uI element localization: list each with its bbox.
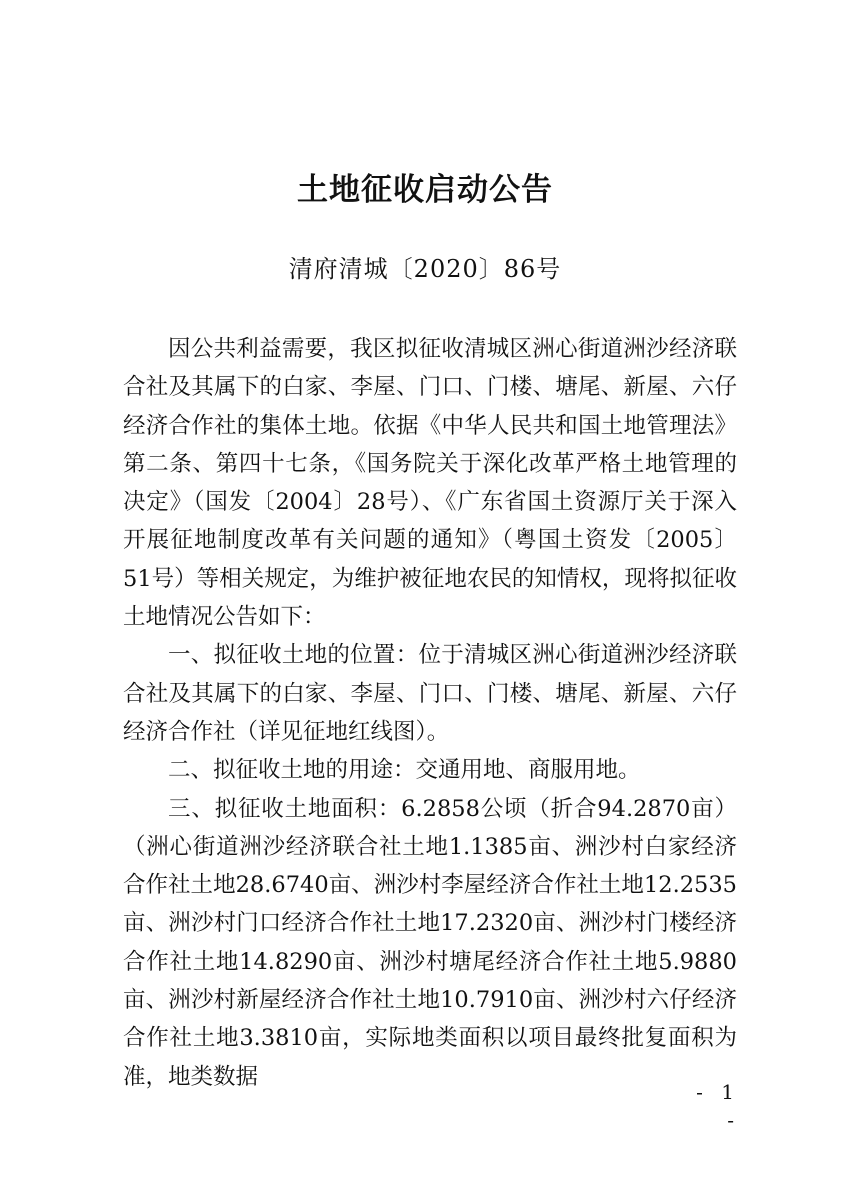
paragraph-area: 三、拟征收土地面积：6.2858公顷（折合94.2870亩）（洲心街道洲沙经济联合社土地1.1385亩、洲沙村白家经济合作社土地28.6740亩、洲沙村李屋经济合作社土地12.2535亩、洲沙村门口经济合作社土地17.2320亩、洲沙村门楼经济合作社土地14.8290亩、洲沙村塘尾经济合作社土地5.9880亩、洲沙村新屋经济合作社土地10.7910亩、洲沙村六仔经济合作社土地3.3810亩，实际地类面积以项目最终批复面积为准，地类数据 [123,795,737,1090]
paragraph-location: 一、拟征收土地的位置：位于清城区洲心街道洲沙经济联合社及其属下的白家、李屋、门口、门楼、塘尾、新屋、六仔经济合作社（详见征地红线图）。 [123,642,737,745]
document-number: 清府清城〔2020〕86号 [288,255,562,283]
page-title: 土地征收启动公告 [297,172,553,208]
page-number: - 1 - [696,1080,740,1132]
document-body [123,330,737,1096]
paragraph-usage: 二、拟征收土地的用途：交通用地、商服用地。 [168,757,641,784]
paragraph-intro: 因公共利益需要，我区拟征收清城区洲心街道洲沙经济联合社及其属下的白家、李屋、门口、门楼、塘尾、新屋、六仔经济合作社的集体土地。依据《中华人民共和国土地管理法》第二条、第四十七条，《国务院关于深化改革严格土地管理的决定》（国发〔2004〕28号）、《广东省国土资源厅关于深入开展征地制度改革有关问题的通知》（粤国土资发〔2005〕51号）等相关规定，为维护被征地农民的知情权，现将拟征收土地情况公告如下： [123,336,737,631]
